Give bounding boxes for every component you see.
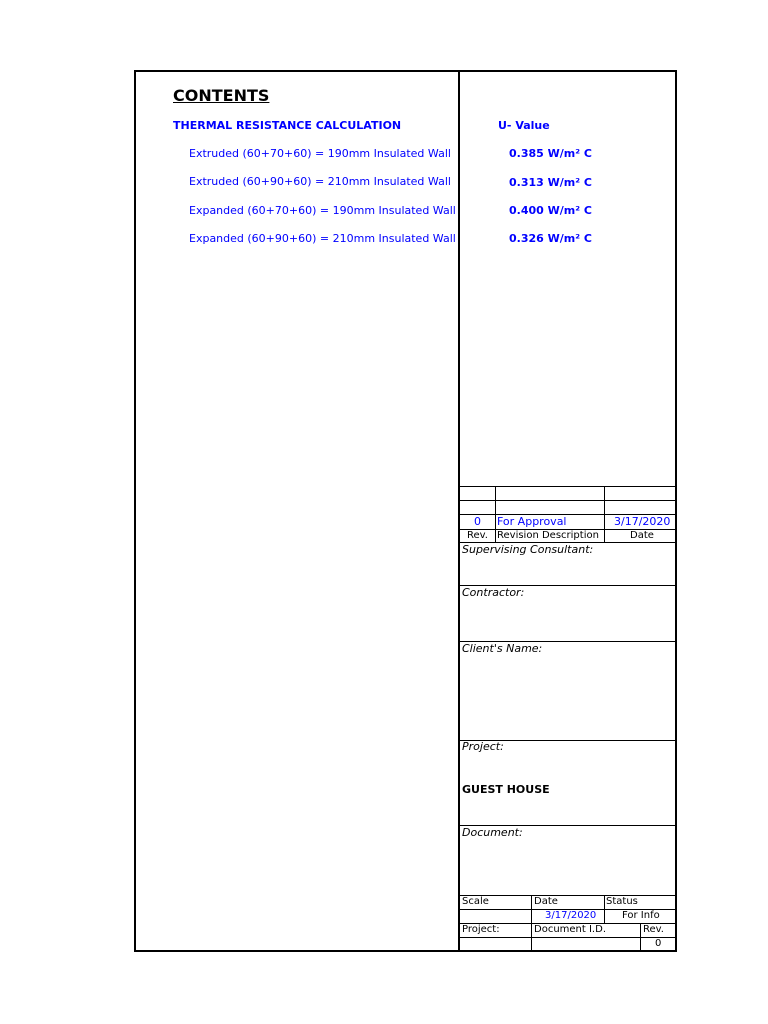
project-id-label: Project: [462,924,500,935]
document-label: Document: [462,826,523,839]
u-value-1: 0.385 W/m² C [509,147,592,160]
revision-date: 3/17/2020 [614,515,671,528]
revision-description: For Approval [497,515,567,528]
status-value: For Info [622,910,660,921]
contents-item-4: Expanded (60+90+60) = 210mm Insulated Wall [189,232,456,245]
date-label: Date [534,896,558,907]
rev-value: 0 [655,938,662,949]
client-name-label: Client's Name: [462,642,543,655]
status-label: Status [606,896,638,907]
project-name: GUEST HOUSE [462,783,550,796]
contents-item-3: Expanded (60+70+60) = 190mm Insulated Wall [189,204,456,217]
contents-item-1: Extruded (60+70+60) = 190mm Insulated Wall [189,147,451,160]
revision-number: 0 [474,515,481,528]
u-value-2: 0.313 W/m² C [509,176,592,189]
rev-header: Rev. [467,530,488,541]
date-header: Date [630,530,654,541]
date-value: 3/17/2020 [545,910,597,921]
section-heading: THERMAL RESISTANCE CALCULATION [173,119,402,132]
document-id-label: Document I.D. [534,924,606,935]
contents-item-2: Extruded (60+90+60) = 210mm Insulated Wall [189,175,451,188]
drawing-sheet-border [134,70,677,952]
sheet-divider [458,70,460,952]
project-label: Project: [462,740,504,753]
u-value-4: 0.326 W/m² C [509,232,592,245]
contractor-label: Contractor: [462,586,525,599]
scale-label: Scale [462,896,489,907]
u-value-heading: U- Value [498,119,550,132]
contents-title: CONTENTS [173,86,270,105]
supervising-consultant-label: Supervising Consultant: [462,543,594,556]
rev-label: Rev. [643,924,664,935]
u-value-3: 0.400 W/m² C [509,204,592,217]
revision-description-header: Revision Description [497,530,599,541]
